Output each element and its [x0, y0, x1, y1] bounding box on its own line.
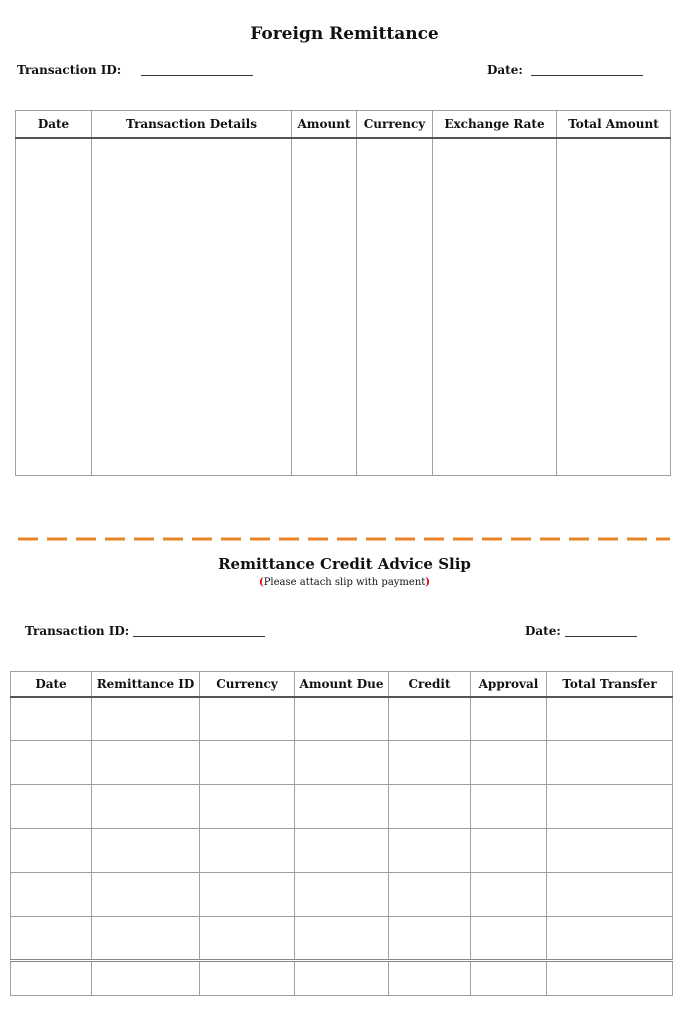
table-cell[interactable] — [471, 873, 547, 917]
table-row — [11, 873, 673, 917]
slip-transaction-id-label: Transaction ID: — [25, 624, 130, 638]
table-cell[interactable] — [547, 785, 673, 829]
slip-date-label: Date: — [525, 624, 561, 638]
table-cell[interactable] — [295, 917, 389, 961]
note-text: Please attach slip with payment — [263, 577, 426, 588]
table-cell[interactable] — [389, 785, 471, 829]
slip-title: Remittance Credit Advice Slip — [218, 555, 471, 573]
table-cell[interactable] — [389, 917, 471, 961]
col-header-credit: Credit — [389, 672, 471, 697]
col-header-amount: Amount — [292, 111, 357, 138]
table-cell[interactable] — [292, 138, 357, 476]
col-header-date: Date — [11, 672, 92, 697]
table-cell[interactable] — [557, 138, 671, 476]
col-header-transaction-details: Transaction Details — [92, 111, 292, 138]
table-cell[interactable] — [471, 785, 547, 829]
table-cell[interactable] — [547, 829, 673, 873]
table-cell[interactable] — [200, 917, 295, 961]
col-header-remittance-id: Remittance ID — [92, 672, 200, 697]
table-cell[interactable] — [200, 697, 295, 741]
cut-line — [18, 537, 670, 541]
table-cell[interactable] — [295, 785, 389, 829]
table-row — [11, 741, 673, 785]
table-cell[interactable] — [92, 873, 200, 917]
slip-date-field[interactable] — [565, 636, 637, 637]
table-cell[interactable] — [471, 697, 547, 741]
table-cell[interactable] — [295, 741, 389, 785]
table-cell[interactable] — [295, 961, 389, 996]
table-cell[interactable] — [547, 961, 673, 996]
table-cell[interactable] — [11, 917, 92, 961]
table-cell[interactable] — [295, 697, 389, 741]
col-header-approval: Approval — [471, 672, 547, 697]
date-label: Date: — [487, 63, 523, 77]
table-row — [11, 785, 673, 829]
page-title: Foreign Remittance — [250, 24, 439, 44]
date-field[interactable] — [531, 75, 643, 76]
table-cell[interactable] — [433, 138, 557, 476]
slip-header-row — [11, 672, 673, 697]
table-cell[interactable] — [92, 961, 200, 996]
table-cell[interactable] — [200, 961, 295, 996]
table-cell[interactable] — [547, 741, 673, 785]
table-cell[interactable] — [200, 741, 295, 785]
table-cell[interactable] — [92, 785, 200, 829]
col-header-total-transfer: Total Transfer — [547, 672, 673, 697]
remittance-table — [15, 110, 671, 476]
table-cell[interactable] — [471, 741, 547, 785]
table-cell[interactable] — [200, 785, 295, 829]
table-cell[interactable] — [389, 697, 471, 741]
table-row — [16, 138, 671, 476]
table-cell[interactable] — [92, 829, 200, 873]
table-cell[interactable] — [357, 138, 433, 476]
slip-transaction-id-field[interactable] — [133, 636, 265, 637]
table-cell[interactable] — [200, 873, 295, 917]
table-cell[interactable] — [547, 697, 673, 741]
table-cell[interactable] — [11, 697, 92, 741]
transaction-id-field[interactable] — [141, 75, 253, 76]
table-cell[interactable] — [11, 873, 92, 917]
table-cell[interactable] — [389, 829, 471, 873]
table-row — [11, 829, 673, 873]
col-header-currency: Currency — [200, 672, 295, 697]
table-row — [11, 697, 673, 741]
table-cell[interactable] — [11, 961, 92, 996]
table-cell[interactable] — [92, 741, 200, 785]
slip-note — [0, 577, 689, 588]
table-cell[interactable] — [547, 873, 673, 917]
table-cell[interactable] — [200, 829, 295, 873]
col-header-amount-due: Amount Due — [295, 672, 389, 697]
table-total-row — [11, 961, 673, 996]
table-cell[interactable] — [471, 917, 547, 961]
col-header-total-amount: Total Amount — [557, 111, 671, 138]
table-cell[interactable] — [295, 829, 389, 873]
table-cell[interactable] — [11, 741, 92, 785]
col-header-date: Date — [16, 111, 92, 138]
table-cell[interactable] — [389, 741, 471, 785]
table-cell[interactable] — [547, 917, 673, 961]
col-header-currency: Currency — [357, 111, 433, 138]
table-cell[interactable] — [471, 829, 547, 873]
table-cell[interactable] — [92, 917, 200, 961]
table-row — [11, 917, 673, 961]
table-cell[interactable] — [92, 138, 292, 476]
col-header-exchange-rate: Exchange Rate — [433, 111, 557, 138]
table-cell[interactable] — [11, 829, 92, 873]
table-cell[interactable] — [471, 961, 547, 996]
table-cell[interactable] — [389, 961, 471, 996]
table-cell[interactable] — [389, 873, 471, 917]
table-cell[interactable] — [11, 785, 92, 829]
table-header-row — [16, 111, 671, 138]
note-close-paren: ) — [425, 577, 431, 588]
note-open-paren: ( — [258, 577, 264, 588]
table-cell[interactable] — [295, 873, 389, 917]
table-cell[interactable] — [92, 697, 200, 741]
transaction-id-label: Transaction ID: — [17, 63, 122, 77]
table-cell[interactable] — [16, 138, 92, 476]
slip-table — [10, 671, 673, 996]
